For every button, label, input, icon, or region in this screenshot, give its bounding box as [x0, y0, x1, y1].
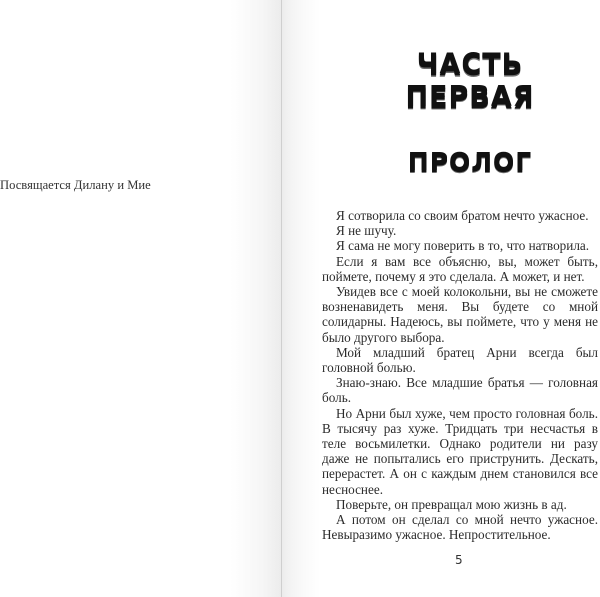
paragraph: Я сама не могу поверить в то, что натворила.: [336, 238, 590, 254]
paragraph: Увидев все с моей колокольни, вы не сможете возненавидеть меня. Вы будете со мной солидарны. Надеюсь, вы поймете, что у меня не было другого выбора.: [322, 284, 598, 345]
left-page: [0, 0, 281, 597]
paragraph: Знаю-знаю. Все младшие братья — головная боль.: [322, 375, 598, 406]
prologue-body: [322, 208, 598, 542]
dedication-text: Посвящается Дилану и Мие: [0, 178, 151, 192]
chapter-title: ПРОЛОГ: [407, 147, 533, 176]
part-title: ЧАСТЬ ПЕРВАЯ: [405, 48, 535, 114]
paragraph: А потом он сделал со мной нечто ужасное. Невыразимо ужасное. Непростительное.: [322, 512, 598, 543]
paragraph: Мой младший братец Арни всегда был головной болью.: [322, 344, 598, 376]
paragraph: Я не шучу.: [336, 223, 397, 239]
paragraph: Но Арни был хуже, чем просто головная боль. В тысячу раз хуже. Тридцать три несчастья в теле восьмилетки. Однако родители ни разу даже не попытались его приструнить. Дескать, перерастет. А он с каждым днем становился все несноснее.: [322, 405, 598, 497]
paragraph: Я сотворила со своим братом нечто ужасное.: [336, 208, 589, 223]
paragraph: Поверьте, он превращал мою жизнь в ад.: [336, 496, 567, 512]
page-number: 5: [455, 553, 463, 567]
paragraph: Если я вам все объясню, вы, может быть, поймете, почему я это сделала. А может, и нет.: [322, 253, 598, 284]
